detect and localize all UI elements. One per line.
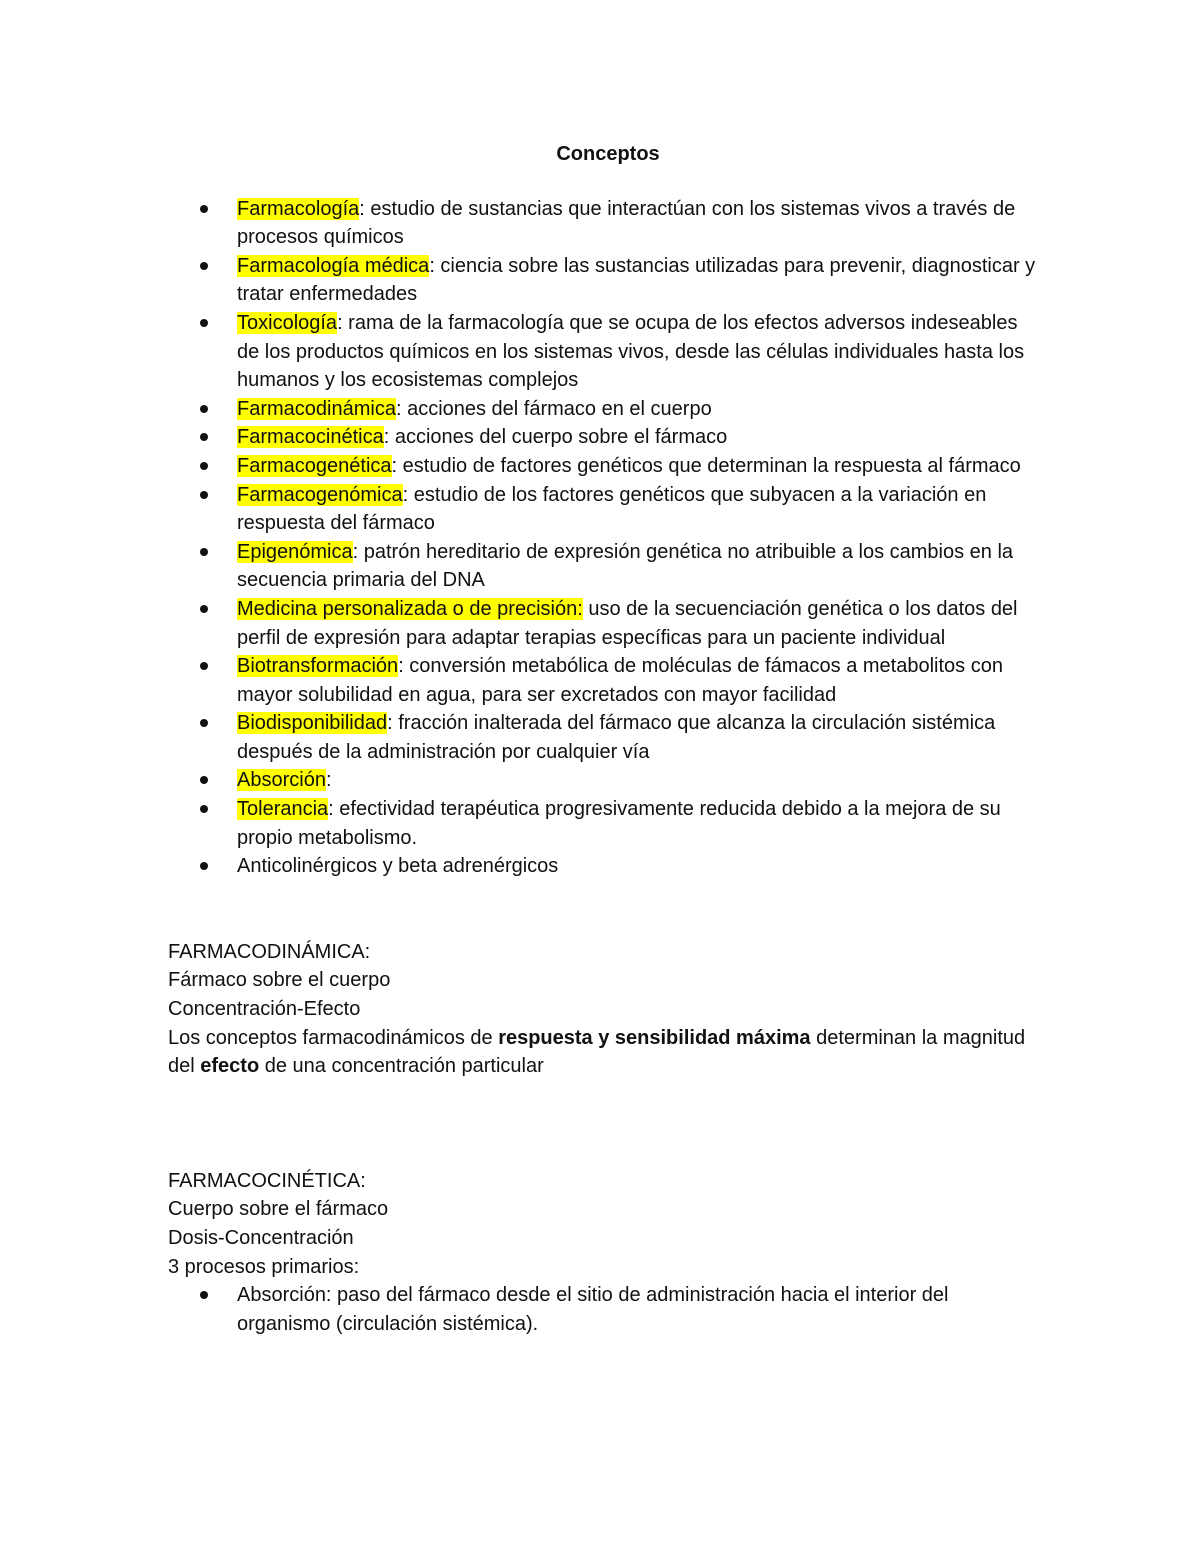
paragraph-bold-text: efecto <box>200 1055 260 1078</box>
concepts-list <box>168 195 1040 881</box>
list-item <box>237 709 1040 766</box>
concept-definition: : fracción inalterada del fármaco que alcanza la circulación sistémica después de la administración por cualquier vía <box>237 712 996 763</box>
paragraph-text: Los conceptos farmacodinámicos de <box>168 1026 499 1049</box>
list-item <box>237 795 1040 852</box>
bullet-icon <box>200 262 208 270</box>
concept-definition: : rama de la farmacología que se ocupa de los efectos adversos indeseables de los productos químicos en los sistemas vivos, desde las células individuales hasta los humanos y los ecosistemas complejos <box>237 311 1025 392</box>
list-item <box>237 852 1040 881</box>
concept-term: Farmacogenómica <box>237 483 403 506</box>
bullet-icon <box>200 605 208 613</box>
bullet-icon <box>200 319 208 327</box>
section-line: Dosis-Concentración <box>168 1227 354 1249</box>
concept-definition: : conversión metabólica de moléculas de fámacos a metabolitos con mayor solubilidad en agua, para ser excretados con mayor facilidad <box>237 655 1003 706</box>
bullet-icon <box>200 548 208 556</box>
list-item <box>237 423 1040 452</box>
bullet-icon <box>200 862 208 870</box>
paragraph-bold-text: respuesta y sensibilidad máxima <box>498 1026 811 1049</box>
section-line: Concentración-Efecto <box>168 998 361 1021</box>
paragraph-text: de una concentración particular <box>259 1055 544 1078</box>
list-item <box>237 538 1040 595</box>
list-item <box>237 595 1040 652</box>
section-heading: FARMACODINÁMICA: <box>168 940 371 963</box>
list-item <box>237 309 1040 395</box>
farmacocinetica-section <box>168 1167 1040 1339</box>
concept-definition: : ciencia sobre las sustancias utilizadas para prevenir, diagnosticar y tratar enfermedades <box>237 254 1036 306</box>
concept-term: Toxicología <box>237 311 338 334</box>
bullet-icon <box>200 433 208 441</box>
list-item <box>237 652 1040 709</box>
section-paragraph <box>168 1024 1040 1081</box>
concept-term: Biodisponibilidad <box>237 712 388 735</box>
concept-definition: : efectividad terapéutica progresivamente reducida debido a la mejora de su propio metabolismo. <box>237 798 1001 849</box>
bullet-icon <box>200 776 208 784</box>
list-item <box>237 1281 1040 1338</box>
bullet-icon <box>200 405 208 413</box>
section-line: 3 procesos primarios: <box>168 1255 360 1278</box>
concept-term: Biotransformación <box>237 655 399 678</box>
bullet-icon <box>200 662 208 670</box>
concept-definition: : estudio de los factores genéticos que subyacen a la variación en respuesta del fármaco <box>237 483 987 535</box>
paragraph-text: determinan la magnitud del <box>168 1026 1026 1078</box>
section-line: Cuerpo sobre el fármaco <box>168 1198 389 1221</box>
section-heading: FARMACOCINÉTICA: <box>168 1169 366 1192</box>
list-item <box>237 452 1040 481</box>
concept-term: Farmacología médica <box>237 254 430 277</box>
concept-definition: : estudio de factores genéticos que determinan la respuesta al fármaco <box>391 454 1021 477</box>
list-item <box>237 481 1040 538</box>
concept-term: Farmacodinámica <box>237 397 396 420</box>
concept-term: Epigenómica <box>237 540 353 563</box>
page-title: Conceptos <box>556 143 660 165</box>
bullet-icon <box>200 462 208 470</box>
list-item <box>237 252 1040 309</box>
bullet-icon <box>200 805 208 813</box>
concept-definition: Anticolinérgicos y beta adrenérgicos <box>237 855 559 878</box>
concept-term: Medicina personalizada o de precisión: <box>237 597 583 620</box>
concept-definition: : acciones del cuerpo sobre el fármaco <box>383 426 728 449</box>
section-line: Fármaco sobre el cuerpo <box>168 969 391 992</box>
concept-term: Farmacocinética <box>237 426 384 449</box>
farmacodinamica-section <box>168 938 1040 1081</box>
bullet-icon <box>200 491 208 499</box>
list-item <box>237 766 1040 795</box>
concept-term: Tolerancia <box>237 798 329 821</box>
concept-term: Farmacogenética <box>237 454 392 477</box>
list-item <box>237 395 1040 424</box>
concept-term: Absorción <box>237 769 326 792</box>
concept-definition: : estudio de sustancias que interactúan con los sistemas vivos a través de procesos químicos <box>237 197 1016 249</box>
concept-definition: : acciones del fármaco en el cuerpo <box>395 397 712 420</box>
concept-definition: : <box>325 769 332 792</box>
concept-term: Farmacología <box>237 197 360 220</box>
proceso-text: Absorción: paso del fármaco desde el sitio de administración hacia el interior del organismo (circulación sistémica). <box>237 1284 949 1335</box>
bullet-icon <box>200 1291 208 1299</box>
bullet-icon <box>200 205 208 213</box>
list-item <box>237 195 1040 252</box>
concept-definition: : patrón hereditario de expresión genética no atribuible a los cambios en la secuencia primaria del DNA <box>237 540 1014 592</box>
bullet-icon <box>200 719 208 727</box>
procesos-list <box>168 1281 1040 1338</box>
concept-definition: uso de la secuenciación genética o los datos del perfil de expresión para adaptar terapias específicas para un paciente individual <box>237 597 1018 649</box>
